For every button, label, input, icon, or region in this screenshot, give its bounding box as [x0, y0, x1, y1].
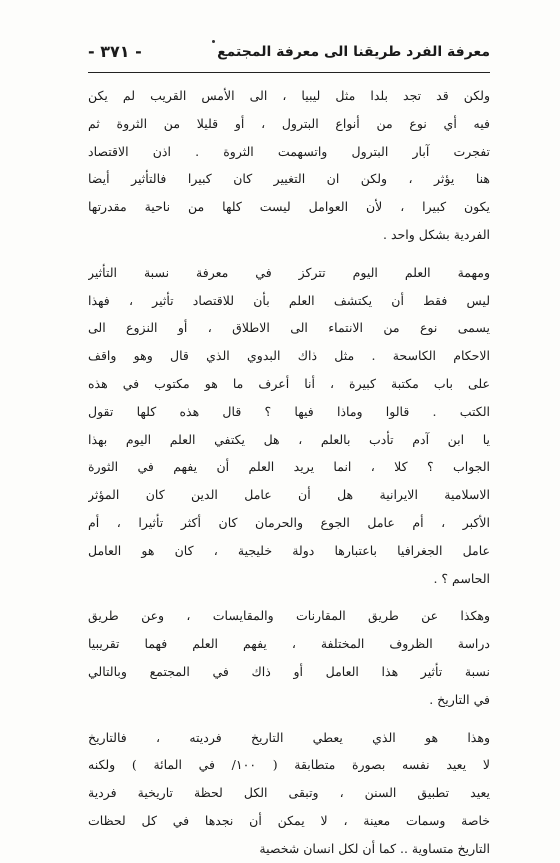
text-line: على باب مكتبة كبيرة ، أنا أعرف ما هو مكتوب في هذه [88, 375, 490, 391]
text-line: الاحكام الكاسحة . مثل ذاك البدوي الذي قال وهو واقف [88, 348, 490, 364]
text-line: تفجرت آبار البترول واتسهمت الثروة . اذن الاقتصاد [88, 143, 490, 159]
text-line: وهذا هو الذي يعطي التاريخ فرديته ، فالتاريخ [88, 729, 490, 745]
paragraph [88, 724, 490, 863]
header-rule [88, 72, 490, 73]
paragraph [88, 259, 490, 593]
running-header [88, 44, 490, 66]
paragraph [88, 602, 490, 713]
paragraph-gap [88, 249, 490, 259]
text-line: الحاسم ؟ . [433, 570, 490, 586]
text-line: يا ابن آدم تأدب بالعلم ، هل يكتفي العلم اليوم بهذا [88, 431, 490, 447]
text-line: خاصة وسمات معينة ، لا يمكن أن نجدها في كل لحظات [88, 812, 490, 828]
page-number: - ٣٧١ - [88, 42, 142, 61]
paragraph-gap [88, 592, 490, 602]
paragraph-gap [88, 714, 490, 724]
text-line: الجواب ؟ كلا ، انما يريد العلم أن يفهم في الثورة [88, 459, 490, 475]
text-line: فيه أي نوع من أنواع البترول ، أو قليلا من الثروة ثم [88, 115, 490, 131]
header-title: معرفة الفرد طريقنا الى معرفة المجتمع [217, 44, 490, 60]
text-line: يعيد تطبيق السنن ، وتبقى الكل لحظة تاريخية فردية [88, 785, 490, 801]
page-body [88, 82, 490, 863]
text-line: التاريخ متساوية .. كما أن لكل انسان شخصية [259, 840, 490, 856]
text-line: الكتب . قالوا وماذا فيها ؟ قال هذه كلها تقول [88, 403, 490, 419]
paragraph [88, 82, 490, 249]
text-line: هنا يؤثر ، ولكن ان التغيير كان كبيرا فالتأثير أيضا [88, 171, 490, 187]
text-line: يسمى نوع من الانتماء الى الاطلاق ، أو النزوع الى [88, 320, 490, 336]
scan-speck [212, 40, 215, 43]
text-line: يكون كبيرا ، لأن العوامل ليست كلها من ناحية مقدرتها [88, 199, 490, 215]
text-line: وهكذا عن طريق المقارنات والمقايسات ، وعن طريق [88, 608, 490, 624]
text-line: لا يعيد نفسه بصورة متطابقة ( ١٠٠/ في المائة ) ولكنه [88, 757, 490, 773]
text-line: نسبة تأثير هذا العامل أو ذاك في المجتمع وبالتالي [88, 663, 490, 679]
text-line: عامل الجغرافيا باعتبارها دولة خليجية ، كان هو العامل [88, 542, 490, 558]
text-line: دراسة الظروف المختلفة ، يفهم العلم فهما تقريبيا [88, 636, 490, 652]
text-line: الاسلامية الايرانية هل أن عامل الدين كان المؤثر [88, 487, 490, 503]
text-line: ومهمة العلم اليوم تتركز في معرفة نسبة التأثير [88, 264, 490, 280]
text-line: الفردية بشكل واحد . [383, 226, 490, 242]
text-line: ليس فقط أن يكتشف العلم بأن للاقتصاد تأثير ، فهذا [88, 292, 490, 308]
text-line: الأكبر ، أم عامل الجوع والحرمان كان أكثر تأثيرا ، أم [88, 514, 490, 530]
text-line: ولكن قد تجد بلدا مثل ليبيا ، الى الأمس القريب لم يكن [88, 88, 490, 103]
text-line: في التاريخ . [429, 691, 490, 707]
